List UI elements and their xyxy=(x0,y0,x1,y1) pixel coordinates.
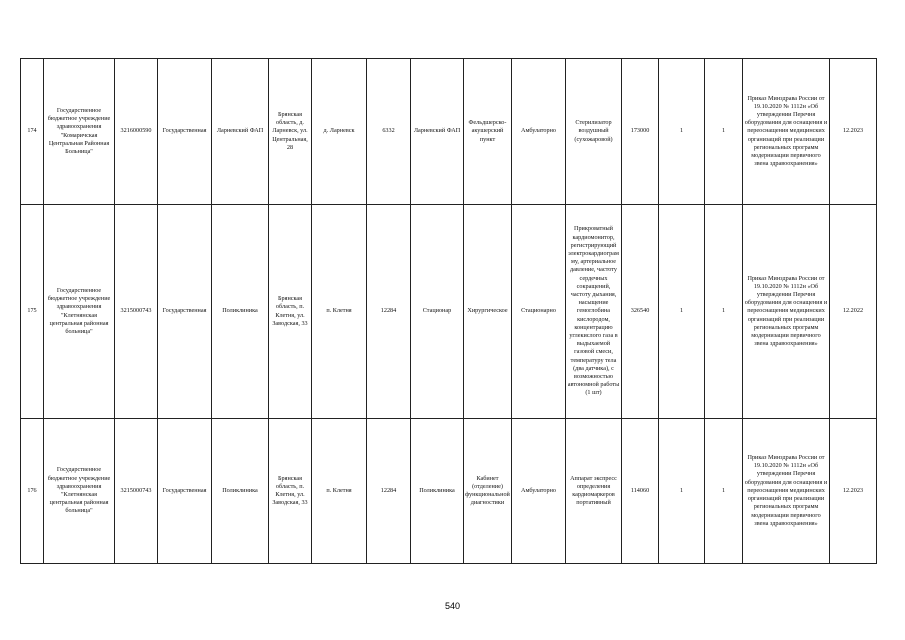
quantity: 1 xyxy=(659,419,705,564)
table-row xyxy=(21,59,877,205)
row-number: 176 xyxy=(21,419,44,564)
unit-name: Ларневский ФАП xyxy=(411,59,464,205)
table-row xyxy=(21,205,877,419)
division-name: Ларневский ФАП xyxy=(212,59,269,205)
equipment-name: Стерилизатор воздушный (сухожаровой) xyxy=(566,59,622,205)
division-name: Поликлиника xyxy=(212,205,269,419)
delivery-date: 12.2023 xyxy=(830,419,877,564)
division-name: Поликлиника xyxy=(212,419,269,564)
unit-name: Стационар xyxy=(411,205,464,419)
unit-name: Поликлиника xyxy=(411,419,464,564)
equipment-name: Прикроватный кардиомонитор, регистрирующий электрокардиограмму, артериальное давление, частоту сердечных сокращений, частоту дыхания, насыщение гемоглобина кислородом, концентрацию углекислого газа в выдыхаемой газовой смеси, температуру тела (два датчика), с возможностью автономной работы (1 шт) xyxy=(566,205,622,419)
ownership-form: Государственная xyxy=(158,205,212,419)
inn-code: 3215000743 xyxy=(115,205,158,419)
locality-code: 12284 xyxy=(367,419,411,564)
care-conditions: Амбулаторно xyxy=(512,419,566,564)
price: 173000 xyxy=(622,59,659,205)
locality: п. Клетня xyxy=(312,205,367,419)
locality-code: 6332 xyxy=(367,59,411,205)
delivery-date: 12.2022 xyxy=(830,205,877,419)
subunit-name: Кабинет (отделение) функциональной диагностики xyxy=(464,419,512,564)
quantity-total: 1 xyxy=(705,205,743,419)
care-conditions: Амбулаторно xyxy=(512,59,566,205)
organization-name: Государственное бюджетное учреждение здравоохранения "Клетнянская центральная районная больница" xyxy=(44,419,115,564)
locality: п. Клетня xyxy=(312,419,367,564)
page-number: 540 xyxy=(444,601,461,611)
quantity-total: 1 xyxy=(705,59,743,205)
table-row xyxy=(21,419,877,564)
address: Брянская область, п. Клетня, ул. Заводская, 33 xyxy=(269,419,312,564)
quantity: 1 xyxy=(659,59,705,205)
registry-table-sheet xyxy=(20,58,876,564)
inn-code: 3215000743 xyxy=(115,419,158,564)
legal-basis: Приказ Минздрава России от 19.10.2020 № 1112н «Об утверждении Перечня оборудования для оснащения и переоснащения медицинских организаций при реализации региональных программ модернизации первичного звена здравоохранения» xyxy=(743,205,830,419)
price: 326540 xyxy=(622,205,659,419)
equipment-name: Аппарат экспресс определения кардиомаркеров портативный xyxy=(566,419,622,564)
locality: д. Ларневск xyxy=(312,59,367,205)
ownership-form: Государственная xyxy=(158,59,212,205)
address: Брянская область, п. Клетня, ул. Заводская, 33 xyxy=(269,205,312,419)
equipment-registry-table xyxy=(20,58,877,564)
row-number: 174 xyxy=(21,59,44,205)
subunit-name: Хирургическое xyxy=(464,205,512,419)
organization-name: Государственное бюджетное учреждение здравоохранения "Клетнянская центральная районная больница" xyxy=(44,205,115,419)
care-conditions: Стационарно xyxy=(512,205,566,419)
quantity: 1 xyxy=(659,205,705,419)
legal-basis: Приказ Минздрава России от 19.10.2020 № 1112н «Об утверждении Перечня оборудования для оснащения и переоснащения медицинских организаций при реализации региональных программ модернизации первичного звена здравоохранения» xyxy=(743,419,830,564)
subunit-name: Фельдшерско-акушерский пункт xyxy=(464,59,512,205)
row-number: 175 xyxy=(21,205,44,419)
inn-code: 3216000590 xyxy=(115,59,158,205)
ownership-form: Государственная xyxy=(158,419,212,564)
quantity-total: 1 xyxy=(705,419,743,564)
organization-name: Государственное бюджетное учреждение здравоохранения "Комаричская Центральная Районная Больница" xyxy=(44,59,115,205)
address: Брянская область, д. Ларневск, ул. Центральная, 28 xyxy=(269,59,312,205)
legal-basis: Приказ Минздрава России от 19.10.2020 № 1112н «Об утверждении Перечня оборудования для оснащения и переоснащения медицинских организаций при реализации региональных программ модернизации первичного звена здравоохранения» xyxy=(743,59,830,205)
price: 114060 xyxy=(622,419,659,564)
delivery-date: 12.2023 xyxy=(830,59,877,205)
locality-code: 12284 xyxy=(367,205,411,419)
